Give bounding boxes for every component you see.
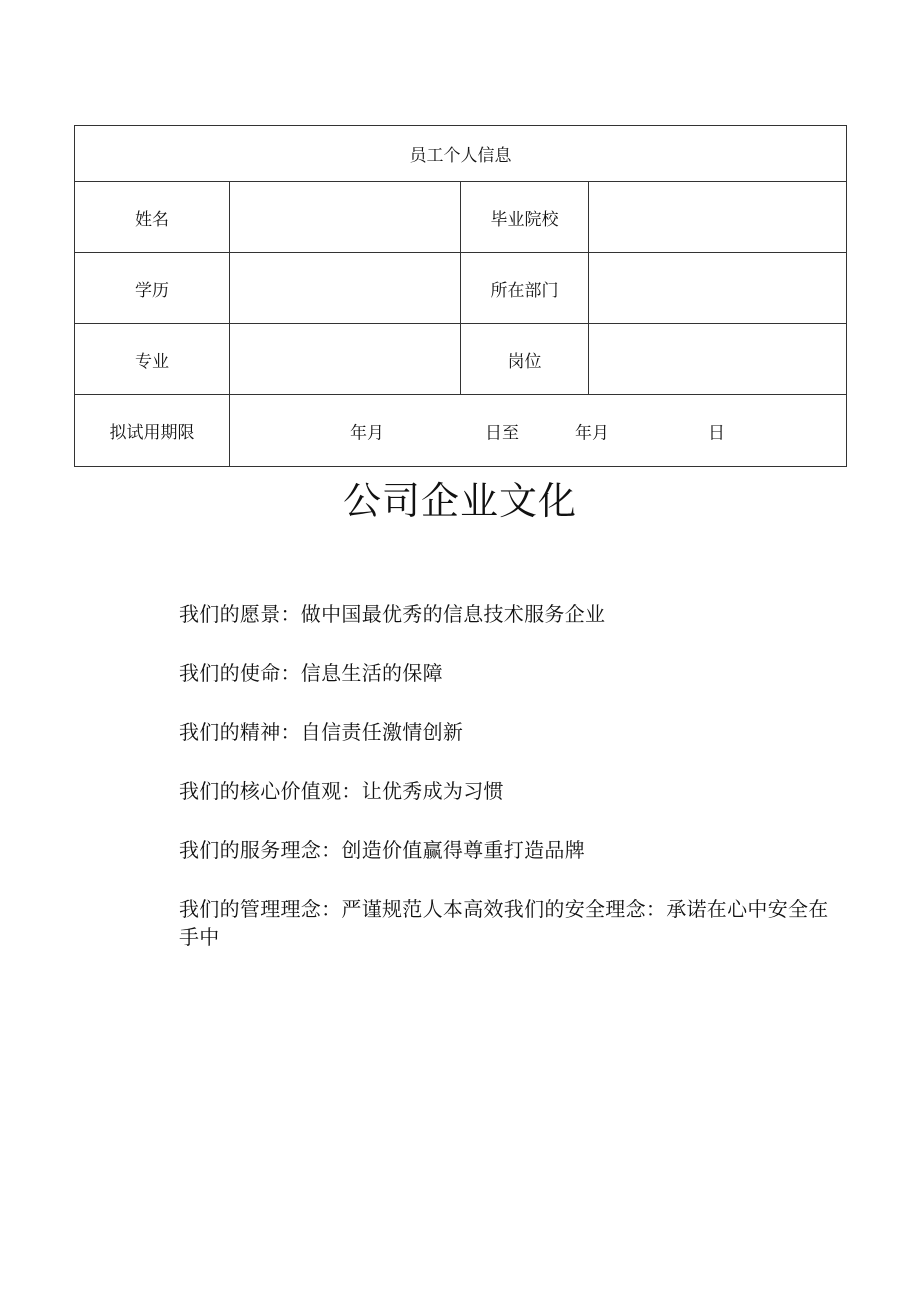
culture-list: [179, 600, 839, 982]
name-value-cell: [230, 182, 461, 253]
period-start-year-month: 年月: [350, 423, 384, 443]
culture-vision: 我们的愿景：做中国最优秀的信息技术服务企业: [179, 602, 606, 626]
employee-info-table: [74, 125, 847, 467]
period-start-day-to: 日至: [485, 423, 519, 443]
department-value-cell: [589, 253, 847, 324]
culture-core-values: 我们的核心价值观：让优秀成为习惯: [179, 779, 504, 803]
education-value-cell: [230, 253, 461, 324]
culture-service-philosophy: 我们的服务理念：创造价值赢得尊重打造品牌: [179, 838, 585, 862]
culture-spirit: 我们的精神：自信责任激情创新: [179, 720, 464, 744]
culture-mission: 我们的使命：信息生活的保障: [179, 661, 443, 685]
school-value-cell: [589, 182, 847, 253]
name-label: 姓名: [75, 182, 230, 253]
probation-period-cell: [230, 395, 847, 467]
table-title: 员工个人信息: [75, 126, 847, 182]
probation-label: 拟试用期限: [75, 395, 230, 467]
culture-management-philosophy: 我们的管理理念：严谨规范人本高效我们的安全理念：承诺在心中安全在手中: [179, 897, 829, 949]
education-label: 学历: [75, 253, 230, 324]
period-end-day: 日: [708, 423, 725, 443]
position-value-cell: [589, 324, 847, 395]
school-label: 毕业院校: [461, 182, 589, 253]
major-label: 专业: [75, 324, 230, 395]
period-end-year-month: 年月: [575, 423, 609, 443]
position-label: 岗位: [461, 324, 589, 395]
culture-title: 公司企业文化: [342, 479, 577, 523]
major-value-cell: [230, 324, 461, 395]
department-label: 所在部门: [461, 253, 589, 324]
